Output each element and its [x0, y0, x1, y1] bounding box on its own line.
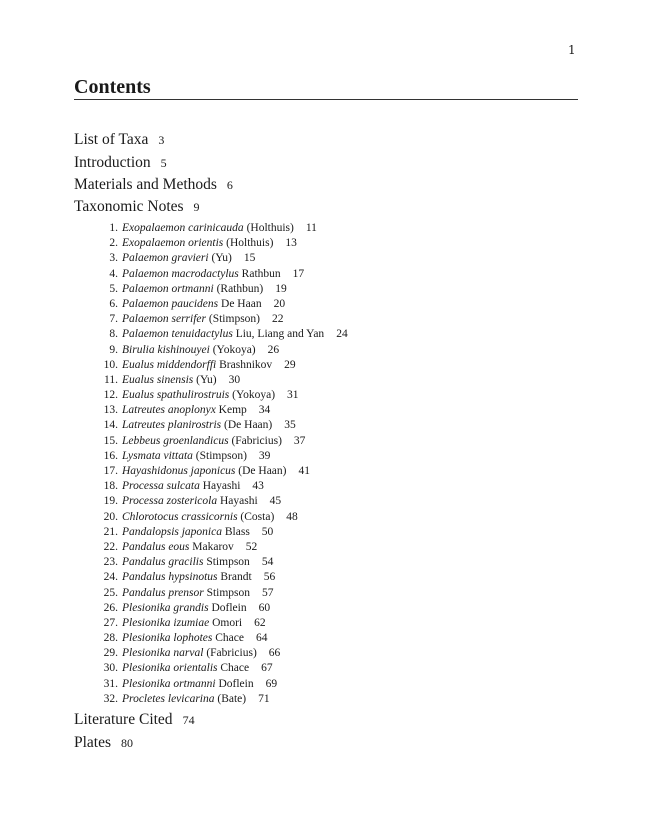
- taxon-number: 5.: [109, 282, 118, 295]
- taxon-number: 18.: [103, 480, 118, 493]
- taxon-entry: [96, 312, 516, 327]
- taxon-page: 30: [228, 373, 241, 386]
- taxon-page: 39: [258, 449, 271, 462]
- toc-entry-list-of-taxa: [74, 131, 164, 149]
- taxon-author: (Rathbun): [216, 282, 264, 295]
- taxon-author: Blass: [224, 525, 250, 538]
- taxon-name: Pandalus hypsinotus: [122, 571, 218, 584]
- taxon-entry: [96, 570, 516, 585]
- taxa-list: [96, 221, 516, 707]
- taxon-page: 52: [245, 540, 258, 553]
- toc-entry-page: 5: [160, 156, 167, 170]
- taxon-name: Palaemon serrifer: [122, 313, 207, 326]
- toc-entry-label: Taxonomic Notes: [74, 198, 184, 215]
- taxon-number: 32.: [103, 692, 118, 705]
- taxon-author: Rathbun: [241, 267, 281, 280]
- taxon-number: 9.: [109, 343, 118, 356]
- taxon-number: 15.: [103, 434, 118, 447]
- taxon-number: 25.: [103, 586, 118, 599]
- taxon-author: (Yu): [211, 252, 232, 265]
- taxon-name: Plesionika ortmanni: [122, 677, 216, 690]
- taxon-author: Kemp: [218, 404, 247, 417]
- taxon-entry: [96, 479, 516, 494]
- taxon-name: Chlorotocus crassicornis: [122, 510, 238, 523]
- toc-entry-page: 74: [182, 713, 195, 727]
- taxon-number: 19.: [103, 495, 118, 508]
- taxon-author: Makarov: [192, 540, 234, 553]
- taxon-name: Plesionika izumiae: [122, 616, 210, 629]
- taxon-entry: [96, 464, 516, 479]
- taxon-entry: [96, 221, 516, 236]
- taxon-name: Processa zostericola: [122, 495, 218, 508]
- taxon-name: Palaemon tenuidactylus: [122, 328, 233, 341]
- taxon-entry: [96, 403, 516, 418]
- page-number: 1: [568, 43, 576, 57]
- taxon-page: 41: [298, 465, 310, 477]
- taxon-number: 2.: [109, 237, 118, 250]
- taxon-entry: [96, 297, 516, 312]
- toc-entry-page: 80: [121, 736, 134, 750]
- taxon-author: (Stimpson): [208, 313, 261, 326]
- taxon-author: (Costa): [240, 510, 275, 523]
- taxon-number: 28.: [103, 632, 118, 645]
- taxon-number: 20.: [103, 510, 118, 523]
- taxon-page: 60: [258, 601, 271, 614]
- taxon-page: 48: [286, 510, 298, 523]
- taxon-entry: [96, 555, 516, 570]
- taxon-author: (Bate): [217, 692, 247, 705]
- taxon-author: De Haan: [221, 297, 262, 310]
- taxon-author: (Yokoya): [232, 389, 276, 402]
- taxon-number: 21.: [103, 525, 118, 538]
- taxon-name: Lysmata vittata: [122, 449, 193, 462]
- taxon-number: 13.: [103, 404, 118, 417]
- taxon-entry: [96, 601, 516, 616]
- taxon-page: 34: [258, 404, 271, 417]
- toc-entry-label: Literature Cited: [74, 711, 173, 728]
- taxon-name: Latreutes anoplonyx: [122, 404, 216, 417]
- taxon-author: (Holthuis): [226, 237, 274, 250]
- taxon-page: 62: [254, 616, 266, 629]
- taxon-page: 24: [336, 328, 348, 341]
- title-rule: [74, 99, 578, 100]
- toc-entry-label: Materials and Methods: [74, 176, 217, 193]
- taxon-entry: [96, 358, 516, 373]
- taxon-page: 69: [265, 677, 278, 690]
- taxon-author: Hayashi: [219, 495, 258, 508]
- taxon-page: 67: [261, 662, 273, 675]
- taxon-author: (Yokoya): [212, 343, 256, 356]
- taxon-name: Procletes levicarina: [122, 692, 215, 705]
- taxon-page: 43: [252, 480, 264, 493]
- page-title: Contents: [74, 76, 151, 98]
- taxon-entry: [96, 677, 516, 692]
- taxon-author: Omori: [212, 616, 243, 629]
- taxon-number: 22.: [103, 540, 118, 553]
- taxon-number: 1.: [109, 222, 118, 234]
- taxon-author: Doflein: [211, 601, 247, 614]
- taxon-name: Palaemon gravieri: [122, 252, 209, 265]
- taxon-name: Plesionika grandis: [122, 601, 209, 614]
- taxon-name: Lebbeus groenlandicus: [122, 434, 229, 447]
- taxon-name: Pandalopsis japonica: [122, 525, 222, 538]
- taxon-author: (De Haan): [238, 465, 287, 477]
- toc-entry-plates: [74, 734, 133, 752]
- toc-entry-page: 3: [158, 133, 165, 147]
- toc-entry-introduction: [74, 154, 167, 172]
- taxon-number: 8.: [109, 328, 118, 341]
- taxon-page: 31: [287, 389, 299, 402]
- toc-entry-label: List of Taxa: [74, 131, 149, 148]
- taxon-entry: [96, 494, 516, 509]
- toc-entry-taxonomic-notes: [74, 198, 200, 216]
- taxon-name: Pandalus gracilis: [122, 556, 204, 569]
- taxon-number: 23.: [103, 556, 118, 569]
- taxon-page: 26: [267, 343, 280, 356]
- taxon-entry: [96, 418, 516, 433]
- taxon-number: 10.: [103, 358, 118, 371]
- taxon-entry: [96, 631, 516, 646]
- taxon-name: Eualus sinensis: [122, 373, 194, 386]
- taxon-entry: [96, 525, 516, 540]
- taxon-entry: [96, 449, 516, 464]
- taxon-author: Chace: [215, 632, 244, 645]
- taxon-author: (Holthuis): [246, 222, 294, 234]
- taxon-name: Latreutes planirostris: [122, 419, 222, 432]
- taxon-number: 12.: [103, 389, 118, 402]
- taxon-name: Palaemon ortmanni: [122, 282, 214, 295]
- taxon-name: Eualus middendorffi: [122, 358, 217, 371]
- taxon-page: 50: [261, 525, 274, 538]
- taxon-entry: [96, 434, 516, 449]
- taxon-name: Palaemon macrodactylus: [122, 267, 239, 280]
- taxon-page: 22: [272, 313, 284, 326]
- taxon-name: Birulia kishinouyei: [122, 343, 210, 356]
- taxon-number: 4.: [109, 267, 118, 280]
- taxon-author: Brashnikov: [219, 358, 273, 371]
- taxon-author: Liu, Liang and Yan: [235, 328, 325, 341]
- taxon-page: 19: [275, 282, 287, 295]
- taxon-author: Doflein: [218, 677, 254, 690]
- taxon-author: Chace: [220, 662, 250, 675]
- taxon-name: Plesionika lophotes: [122, 632, 213, 645]
- taxon-number: 16.: [103, 449, 118, 462]
- taxon-entry: [96, 646, 516, 661]
- taxon-entry: [96, 251, 516, 266]
- taxon-name: Processa sulcata: [122, 480, 200, 493]
- taxon-page: 13: [285, 237, 297, 250]
- taxon-page: 57: [262, 586, 274, 599]
- taxon-entry: [96, 510, 516, 525]
- taxon-page: 45: [269, 495, 282, 508]
- taxon-entry: [96, 282, 516, 297]
- taxon-page: 64: [256, 632, 268, 645]
- taxon-author: (De Haan): [224, 419, 273, 432]
- taxon-page: 56: [263, 571, 276, 584]
- taxon-number: 11.: [104, 373, 118, 386]
- taxon-author: (Fabricius): [231, 434, 282, 447]
- taxon-name: Plesionika orientalis: [122, 662, 218, 675]
- taxon-name: Pandalus prensor: [122, 586, 204, 599]
- taxon-page: 66: [268, 647, 281, 660]
- taxon-page: 11: [305, 222, 317, 234]
- toc-entry-literature-cited: [74, 711, 195, 729]
- toc-entry-page: 6: [226, 178, 233, 192]
- taxon-page: 54: [261, 556, 274, 569]
- taxon-entry: [96, 373, 516, 388]
- taxon-entry: [96, 388, 516, 403]
- taxon-number: 3.: [109, 252, 118, 265]
- taxon-author: (Fabricius): [206, 647, 257, 660]
- toc-entry-materials-methods: [74, 176, 233, 194]
- toc-entry-label: Plates: [74, 734, 112, 751]
- taxon-entry: [96, 236, 516, 251]
- taxon-author: (Stimpson): [195, 449, 247, 462]
- taxon-entry: [96, 327, 516, 342]
- taxon-page: 15: [243, 252, 256, 265]
- taxon-entry: [96, 267, 516, 282]
- taxon-name: Pandalus eous: [122, 540, 190, 553]
- toc-entry-page: 9: [193, 200, 200, 214]
- taxon-number: 6.: [109, 297, 118, 310]
- taxon-page: 37: [293, 434, 306, 447]
- taxon-page: 20: [273, 297, 286, 310]
- taxon-author: Stimpson: [206, 556, 250, 569]
- taxon-number: 17.: [103, 465, 118, 477]
- taxon-page: 35: [284, 419, 296, 432]
- taxon-entry: [96, 540, 516, 555]
- taxon-number: 30.: [103, 662, 118, 675]
- taxon-name: Exopalaemon orientis: [122, 237, 224, 250]
- taxon-page: 17: [292, 267, 305, 280]
- taxon-author: Hayashi: [202, 480, 241, 493]
- taxon-author: (Yu): [196, 373, 217, 386]
- toc-entry-label: Introduction: [74, 154, 151, 171]
- taxon-name: Hayashidonus japonicus: [122, 465, 236, 477]
- taxon-number: 24.: [103, 571, 118, 584]
- taxon-author: Brandt: [220, 571, 252, 584]
- taxon-entry: [96, 616, 516, 631]
- taxon-entry: [96, 586, 516, 601]
- taxon-number: 27.: [103, 616, 118, 629]
- taxon-entry: [96, 692, 516, 707]
- taxon-entry: [96, 343, 516, 358]
- taxon-page: 71: [258, 692, 270, 705]
- taxon-number: 29.: [103, 647, 118, 660]
- taxon-entry: [96, 661, 516, 676]
- taxon-number: 14.: [103, 419, 118, 432]
- taxon-number: 26.: [103, 601, 118, 614]
- taxon-number: 31.: [103, 677, 118, 690]
- taxon-name: Eualus spathulirostruis: [122, 389, 230, 402]
- taxon-number: 7.: [109, 313, 118, 326]
- taxon-name: Palaemon paucidens: [122, 297, 219, 310]
- taxon-page: 29: [284, 358, 296, 371]
- taxon-name: Plesionika narval: [122, 647, 204, 660]
- taxon-name: Exopalaemon carinicauda: [122, 222, 244, 234]
- taxon-author: Stimpson: [206, 586, 251, 599]
